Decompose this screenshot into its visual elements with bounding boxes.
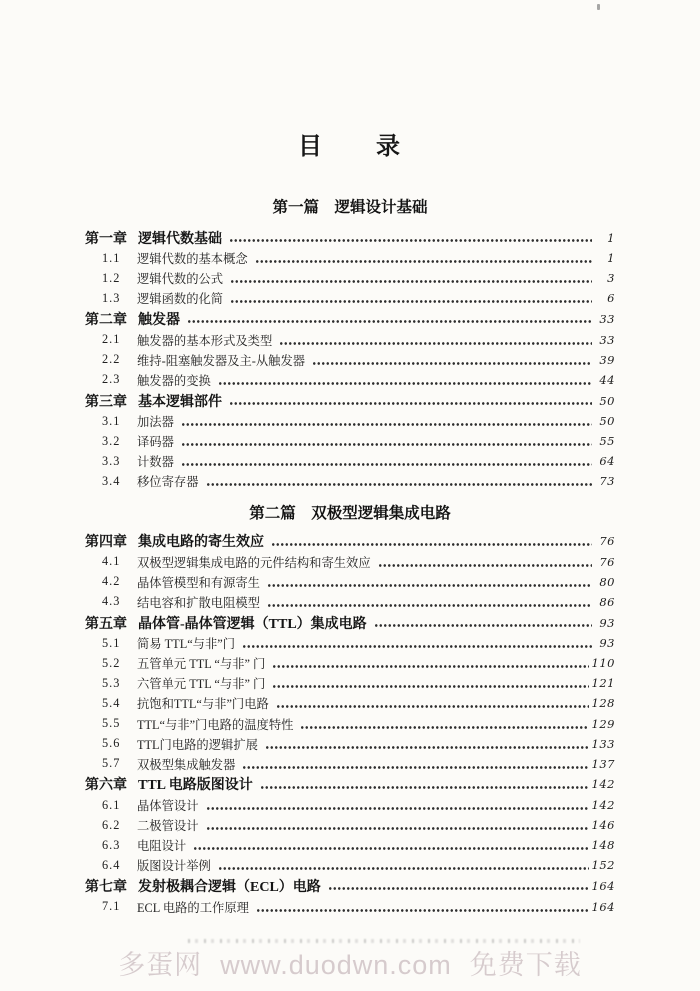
entry-title: 基本逻辑部件: [138, 394, 222, 410]
entry-page-number: 80: [599, 574, 615, 589]
dot-leader: [260, 774, 589, 795]
dot-leader: [265, 734, 589, 754]
dot-leader: [279, 330, 592, 350]
toc-entry: [85, 897, 615, 917]
dot-leader: [230, 268, 592, 288]
entry-page-number: 142: [591, 798, 615, 813]
entry-number: 5.3: [102, 675, 121, 690]
dot-leader: [255, 248, 592, 268]
dot-leader: [267, 572, 592, 592]
toc-entry: [85, 835, 615, 855]
entry-number: 3.2: [102, 433, 121, 448]
entry-number: 1.1: [102, 250, 121, 265]
entry-page-number: 148: [591, 838, 615, 853]
entry-page-number: 128: [591, 696, 615, 711]
dot-leader: [276, 693, 589, 713]
toc-entry: [85, 734, 615, 754]
entry-number: 第七章: [85, 879, 127, 895]
toc-entry: [85, 653, 615, 673]
entry-number: 5.2: [102, 655, 121, 670]
toc-part-2-entries: [85, 531, 615, 917]
toc-entry: [85, 714, 615, 734]
entry-page-number: 39: [599, 352, 615, 367]
dot-leader: [272, 653, 588, 673]
entry-page-number: 50: [599, 393, 615, 408]
entry-page-number: 50: [599, 414, 615, 429]
dot-leader: [181, 451, 592, 471]
dot-leader: [181, 431, 592, 451]
entry-page-number: 129: [591, 716, 615, 731]
entry-page-number: 146: [591, 818, 615, 833]
entry-number: 5.7: [102, 756, 121, 771]
dot-leader: [312, 350, 592, 370]
entry-page-number: 86: [599, 594, 615, 609]
entry-title: 电阻设计: [137, 839, 187, 854]
dot-leader: [242, 754, 588, 774]
entry-number: 6.2: [102, 817, 121, 832]
toc-entry: [85, 390, 615, 411]
toc-page: [85, 0, 615, 917]
toc-part-1-entries: [85, 227, 615, 492]
toc-entry: [85, 592, 615, 612]
entry-page-number: 121: [591, 676, 615, 691]
entry-title: 触发器的基本形式及类型: [137, 333, 273, 348]
toc-entry: [85, 451, 615, 471]
entry-page-number: 1: [607, 251, 615, 266]
dot-leader: [328, 875, 589, 896]
entry-title: 二极管设计: [137, 819, 199, 834]
toc-entry: [85, 308, 615, 329]
toc-entry: [85, 774, 615, 795]
entry-page-number: 133: [591, 736, 615, 751]
toc-entry: [85, 693, 615, 713]
entry-title: 移位寄存器: [137, 475, 199, 490]
toc-entry: [85, 370, 615, 390]
toc-entry: [85, 552, 615, 572]
entry-title: 结电容和扩散电阻模型: [137, 595, 260, 610]
entry-number: 6.4: [102, 857, 121, 872]
entry-title: ECL 电路的工作原理: [137, 900, 249, 915]
toc-entry: [85, 268, 615, 288]
entry-page-number: 164: [591, 878, 615, 893]
entry-title: 晶体管设计: [137, 799, 199, 814]
entry-page-number: 33: [599, 332, 615, 347]
entry-title: 逻辑代数基础: [138, 231, 222, 247]
dot-leader: [206, 471, 593, 491]
toc-entry: [85, 855, 615, 875]
watermark-download-label: 免费下载: [469, 950, 582, 980]
part-heading-1: 第一篇 逻辑设计基础: [272, 199, 428, 216]
entry-page-number: 73: [599, 474, 615, 489]
dot-leader: [206, 815, 589, 835]
entry-page-number: 137: [591, 756, 615, 771]
entry-title: 双极型逻辑集成电路的元件结构和寄生效应: [137, 555, 371, 570]
entry-number: 2.2: [102, 352, 121, 367]
watermark-site-name: 多蛋网: [118, 950, 203, 980]
entry-title: 简易 TTL“与非”门: [137, 637, 236, 652]
page-title: 目 录: [298, 134, 402, 160]
entry-page-number: 64: [599, 454, 615, 469]
dot-leader: [193, 835, 588, 855]
toc-entry: [85, 471, 615, 491]
toc-entry: [85, 330, 615, 350]
entry-title: 抗饱和TTL“与非”门电路: [137, 697, 269, 712]
entry-title: 集成电路的寄生效应: [138, 535, 264, 551]
entry-title: 五管单元 TTL “与非” 门: [137, 657, 266, 672]
dot-leader: [242, 633, 592, 653]
entry-title: 晶体管模型和有源寄生: [137, 575, 260, 590]
dot-leader: [218, 855, 589, 875]
dot-leader: [229, 390, 592, 411]
toc-entry: [85, 795, 615, 815]
dot-leader: [272, 673, 588, 693]
entry-page-number: 93: [599, 636, 615, 651]
toc-entry: [85, 227, 615, 248]
toc-entry: [85, 531, 615, 552]
dot-leader: [374, 612, 592, 633]
toc-entry: [85, 875, 615, 896]
toc-entry: [85, 572, 615, 592]
entry-page-number: 44: [599, 372, 615, 387]
entry-number: 7.1: [102, 899, 121, 914]
entry-number: 第一章: [85, 231, 127, 247]
entry-title: TTL 电路版图设计: [138, 778, 253, 794]
entry-title: 双极型集成触发器: [137, 757, 236, 772]
toc-entry: [85, 431, 615, 451]
entry-number: 第五章: [85, 616, 127, 632]
entry-title: 译码器: [137, 435, 174, 450]
entry-page-number: 1: [607, 230, 615, 245]
entry-page-number: 164: [591, 899, 615, 914]
entry-page-number: 6: [607, 291, 615, 306]
entry-title: 触发器的变换: [137, 373, 211, 388]
toc-entry: [85, 288, 615, 308]
entry-number: 3.4: [102, 473, 121, 488]
entry-number: 第四章: [85, 535, 127, 551]
toc-entry: [85, 754, 615, 774]
entry-title: 版图设计举例: [137, 859, 211, 874]
dot-leader: [378, 552, 592, 572]
entry-page-number: 3: [607, 271, 615, 286]
entry-page-number: 93: [599, 615, 615, 630]
entry-page-number: 110: [591, 656, 615, 671]
entry-number: 1.3: [102, 290, 121, 305]
toc-entry: [85, 815, 615, 835]
entry-page-number: 55: [599, 434, 615, 449]
entry-title: TTL门电路的逻辑扩展: [137, 737, 258, 752]
entry-number: 第三章: [85, 394, 127, 410]
toc-entry: [85, 350, 615, 370]
toc-entry: [85, 411, 615, 431]
toc-entry: [85, 633, 615, 653]
toc-entry: [85, 673, 615, 693]
entry-title: 逻辑函数的化简: [137, 292, 224, 307]
entry-page-number: 76: [599, 534, 615, 549]
entry-title: 维持-阻塞触发器及主-从触发器: [137, 353, 306, 368]
entry-page-number: 152: [591, 858, 615, 873]
entry-title: 触发器: [138, 313, 180, 329]
entry-number: 3.1: [102, 413, 121, 428]
toc-entry: [85, 612, 615, 633]
dot-leader: [206, 795, 589, 815]
entry-number: 1.2: [102, 270, 121, 285]
entry-number: 6.3: [102, 837, 121, 852]
dot-leader: [187, 308, 592, 329]
entry-number: 5.4: [102, 695, 121, 710]
entry-number: 3.3: [102, 453, 121, 468]
toc-entry: [85, 248, 615, 268]
entry-number: 4.2: [102, 574, 121, 589]
entry-title: 六管单元 TTL “与非” 门: [137, 677, 266, 692]
entry-page-number: 76: [599, 554, 615, 569]
entry-title: 逻辑代数的公式: [137, 272, 224, 287]
watermark-url: www.duodwn.com: [220, 950, 452, 980]
entry-title: 晶体管-晶体管逻辑（TTL）集成电路: [138, 616, 367, 632]
part-heading-2: 第二篇 双极型逻辑集成电路: [249, 504, 451, 522]
entry-title: 计数器: [137, 455, 174, 470]
entry-title: 逻辑代数的基本概念: [137, 252, 248, 267]
dot-leader: [181, 411, 592, 431]
entry-page-number: 142: [591, 777, 615, 792]
entry-page-number: 33: [599, 312, 615, 327]
entry-number: 5.1: [102, 635, 121, 650]
dot-leader: [256, 897, 589, 917]
dot-leader: [229, 227, 592, 248]
entry-title: 加法器: [137, 415, 174, 430]
dot-leader: [218, 370, 592, 390]
entry-title: TTL“与非”门电路的温度特性: [137, 717, 294, 732]
entry-number: 5.5: [102, 716, 121, 731]
watermark: [0, 943, 700, 982]
dot-leader: [267, 592, 592, 612]
entry-number: 2.3: [102, 372, 121, 387]
entry-number: 第六章: [85, 778, 127, 794]
dot-leader: [230, 288, 592, 308]
entry-number: 第二章: [85, 313, 127, 329]
entry-number: 4.1: [102, 554, 121, 569]
entry-number: 5.6: [102, 736, 121, 751]
entry-number: 2.1: [102, 332, 121, 347]
dot-leader: [271, 531, 592, 552]
entry-title: 发射极耦合逻辑（ECL）电路: [138, 879, 321, 895]
entry-number: 6.1: [102, 797, 121, 812]
entry-number: 4.3: [102, 594, 121, 609]
dot-leader: [300, 714, 588, 734]
